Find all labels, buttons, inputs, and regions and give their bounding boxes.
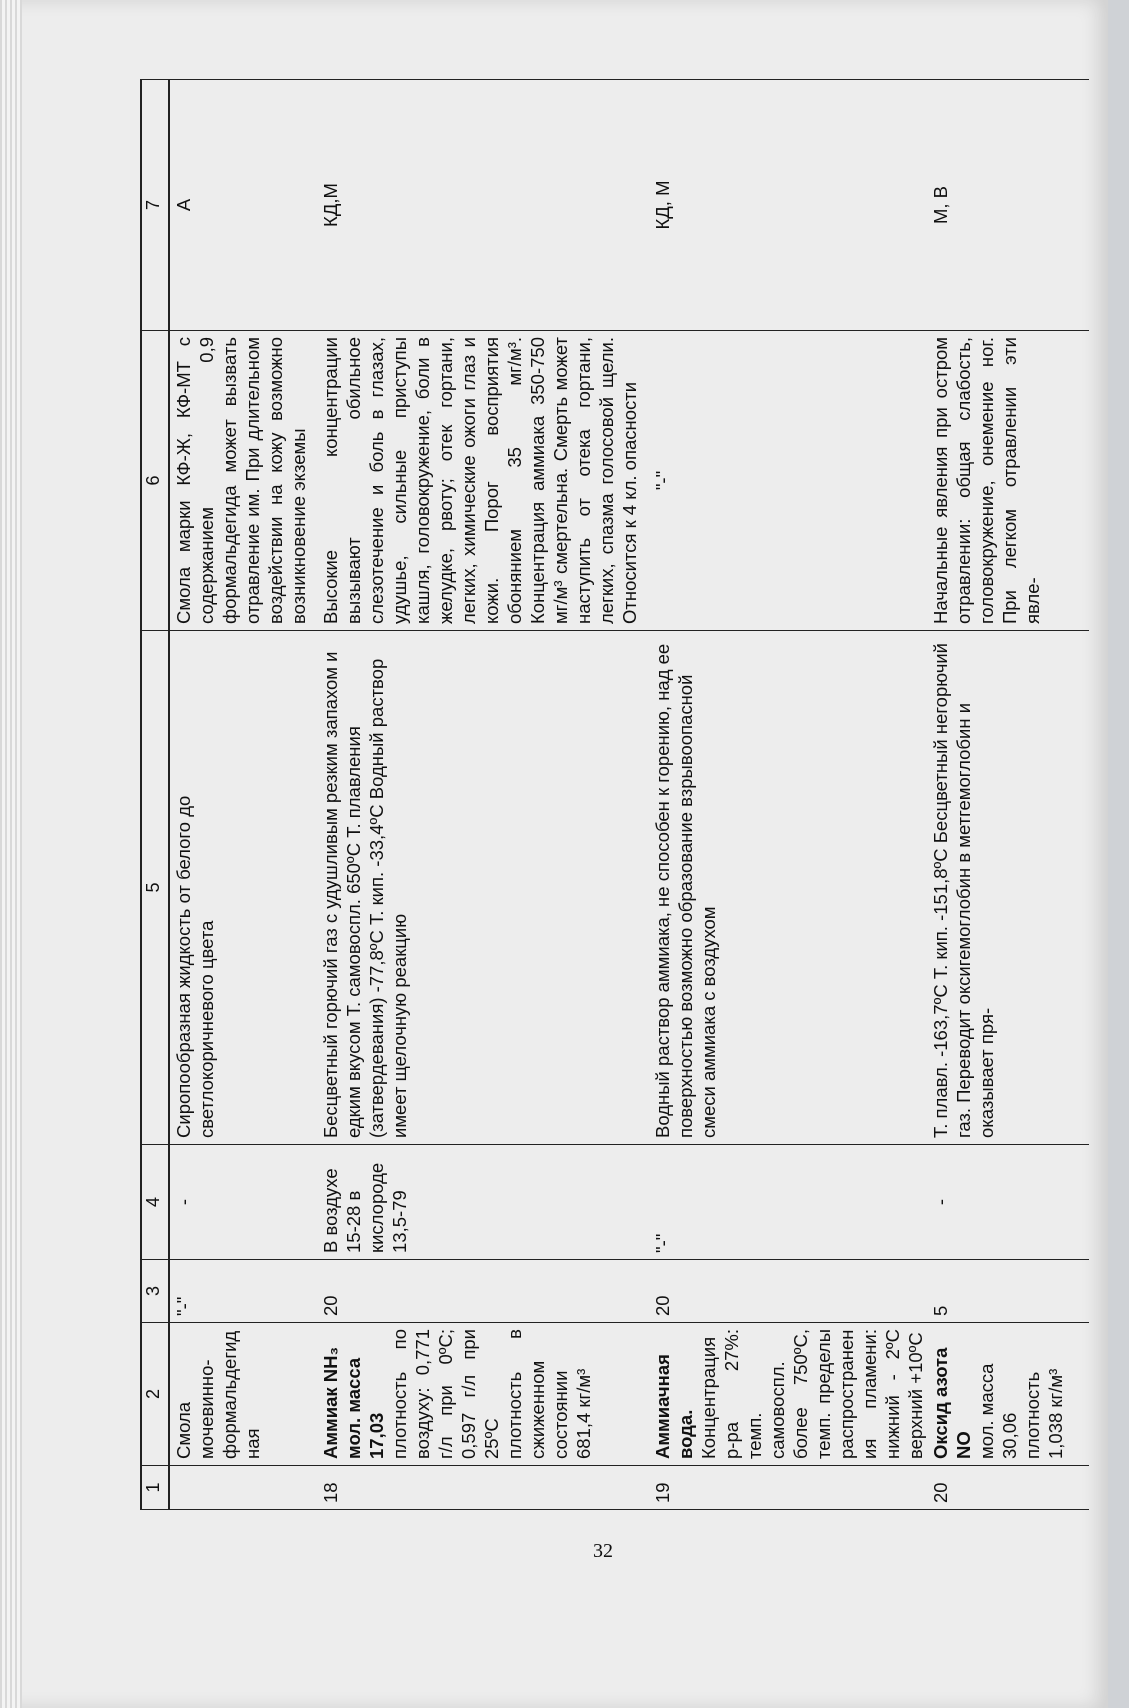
col7-cell: А — [169, 80, 317, 331]
col-header-6: 6 — [141, 331, 169, 631]
col-header-7: 7 — [141, 80, 169, 331]
row-number: 18 — [317, 1466, 649, 1510]
binding-edge — [0, 0, 22, 1708]
col-header-5: 5 — [141, 631, 169, 1145]
col4-cell: - — [927, 1145, 1089, 1260]
col4-cell: "-" — [649, 1145, 927, 1260]
table-row — [169, 80, 317, 1510]
substance-cell — [927, 1323, 1089, 1466]
substance-cell — [649, 1323, 927, 1466]
col7-cell: М, В — [927, 80, 1089, 331]
table-row — [927, 80, 1089, 1510]
description-cell: Сиропообразная жидкость от белого до светлокоричневого цвета — [169, 631, 317, 1145]
substance-props: плотность по воздуху: 0,771 г/л при 0ºС; 0,597 г/л при 25ºС плотность в сжиженном состоянии 681,4 кг/м³ — [389, 1329, 594, 1459]
col-header-3: 3 — [141, 1260, 169, 1323]
toxicity-cell: "-" — [649, 331, 927, 631]
hazard-table — [140, 79, 1089, 1510]
substance-name: Аммиачная вода. — [652, 1354, 696, 1459]
col-header-4: 4 — [141, 1145, 169, 1260]
col7-cell: КД, М — [649, 80, 927, 331]
toxicity-cell: Смола марки КФ-Ж, КФ-МТ с содержанием 0,9 формальдегида может вызвать отравление им. При длительном воздействии на кожу возможно возникновение экземы — [169, 331, 317, 631]
header-row — [141, 80, 169, 1510]
row-number: 19 — [649, 1466, 927, 1510]
table-row — [317, 80, 649, 1510]
toxicity-cell: Высокие концентрации вызывают обильное слезотечение и боль в глазах, удушье, сильные приступы кашля, головокружение, боли в желудке, рвоту; отек гортани, легких, химические ожоги глаз и кожи. Порог восприятия обонянием 35 мг/м³. Концентрация аммиака 350-750 мг/м³ смертельна. Смерть может наступить от отека гортани, легких, спазма голосовой щели. Относится к 4 кл. опасности — [317, 331, 649, 631]
substance-cell — [169, 1323, 317, 1466]
table-row — [649, 80, 927, 1510]
row-number — [169, 1466, 317, 1510]
col3-cell: 20 — [317, 1260, 649, 1323]
substance-cell — [317, 1323, 649, 1466]
substance-props: мол. масса 30,06 плотность 1,038 кг/м³ — [976, 1363, 1066, 1459]
col3-cell: 5 — [927, 1260, 1089, 1323]
col-header-1: 1 — [141, 1466, 169, 1510]
rotated-table-container — [140, 80, 1129, 1510]
description-cell: Бесцветный горючий газ с удушливым резким запахом и едким вкусом Т. самовоспл. 650ºС Т. плавления (затвердевания) -77,8ºС Т. кип. -33,4ºС Водный раствор имеет щелочную реакцию — [317, 631, 649, 1145]
toxicity-cell: Начальные явления при остром отравлении: общая слабость, головокружение, онемение ног. При легком отравлении эти явле- — [927, 331, 1089, 631]
substance-name: Аммиак NH₃ мол. масса 17,03 — [320, 1346, 387, 1459]
col3-cell: "-" — [169, 1260, 317, 1323]
row-number: 20 — [927, 1466, 1089, 1510]
col3-cell: 20 — [649, 1260, 927, 1323]
description-cell: Т. плавл. -163,7ºС Т. кип. -151,8ºС Бесцветный негорючий газ. Переводит оксигемоглобин в метгемоглобин и оказывает пря- — [927, 631, 1089, 1145]
substance-props: Концентрация р-ра 27%: темп. самовоспл. более 750ºС, темп. пределы распространения пламени: нижний - 2ºС верхний +10ºС — [698, 1329, 926, 1459]
description-cell: Водный раствор аммиака, не способен к горению, над ее поверхностью возможно образование взрывоопасной смеси аммиака с воздухом — [649, 631, 927, 1145]
substance-name: Оксид азота NO — [930, 1347, 974, 1459]
substance-props: Смола мочевинно-формальдегидная — [173, 1330, 263, 1459]
col7-cell: КД,М — [317, 80, 649, 331]
col4-cell: В воздухе 15-28 в кислороде 13,5-79 — [317, 1145, 649, 1260]
col4-cell: - — [169, 1145, 317, 1260]
col-header-2: 2 — [141, 1323, 169, 1466]
page-number: 32 — [593, 1540, 613, 1562]
